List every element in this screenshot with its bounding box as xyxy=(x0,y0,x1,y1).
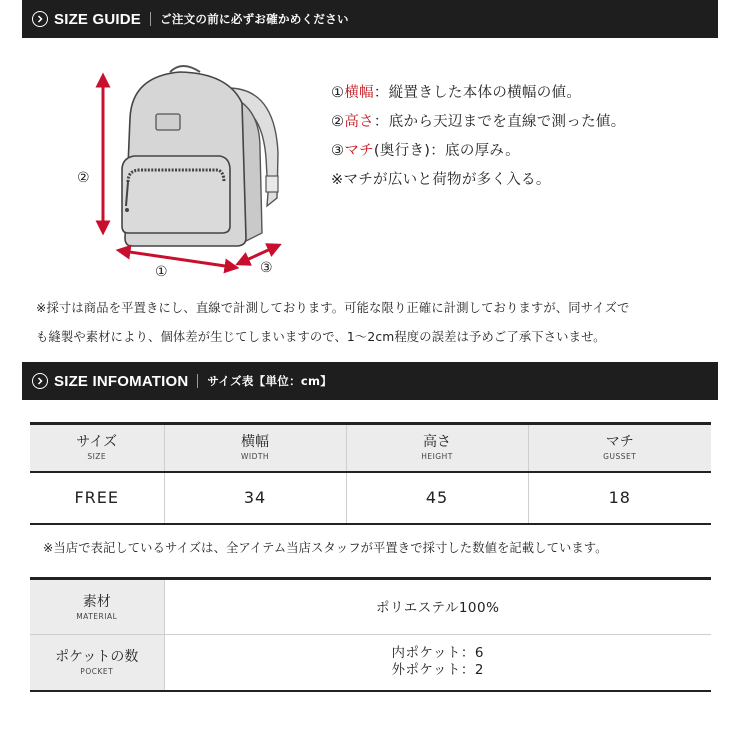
size-guide-title: SIZE GUIDE xyxy=(54,10,142,28)
pocket-label-cell: ポケットの数 POCKET xyxy=(30,635,164,691)
legend-width: ①横幅：縦置きした本体の横幅の値。 xyxy=(331,85,582,101)
size-guide-subtitle: ご注文の前に必ずお確かめください xyxy=(160,12,349,26)
legend-height: ②高さ：底から天辺までを直線で測った値。 xyxy=(331,114,626,130)
inner-pocket-count: 内ポケット：6 xyxy=(391,645,484,662)
size-guide-header-bar xyxy=(22,0,718,38)
diagram-label-width: ① xyxy=(155,264,168,280)
size-info-subtitle: サイズ表【単位：cm】 xyxy=(207,374,333,388)
size-table xyxy=(30,422,711,525)
cell-width-value: 34 xyxy=(164,472,346,524)
table-note: ※当店で表記しているサイズは、全アイテム当店スタッフが平置きで採寸した数値を記載しています。 xyxy=(43,541,608,555)
material-label-cell: 素材 MATERIAL xyxy=(30,579,164,635)
header-cell-size: サイズ SIZE xyxy=(30,424,164,472)
header-cell-gusset: マチ GUSSET xyxy=(528,424,711,472)
legend-term-width: 横幅 xyxy=(344,85,374,101)
material-table xyxy=(30,577,711,692)
legend-gusset-note: ※マチが広いと荷物が多く入る。 xyxy=(331,172,551,188)
header-separator xyxy=(150,12,151,26)
backpack-diagram xyxy=(70,58,310,288)
measurement-note-line1: ※採寸は商品を平置きにし、直線で計測しております。可能な限り正確に計測しておりますが、同サイズで xyxy=(36,301,630,315)
legend-gusset: ③マチ(奥行き)：底の厚み。 xyxy=(331,143,520,159)
diagram-label-height: ② xyxy=(77,170,90,186)
cell-height-value: 45 xyxy=(346,472,528,524)
table-row xyxy=(30,579,711,635)
header-cell-height: 高さ HEIGHT xyxy=(346,424,528,472)
header-separator xyxy=(197,374,198,388)
cell-gusset-value: 18 xyxy=(608,488,631,507)
width-arrow xyxy=(123,251,232,267)
header-cell-width: 横幅 WIDTH xyxy=(164,424,346,472)
chevron-right-circle-icon xyxy=(32,11,48,27)
cell-size-value: FREE xyxy=(30,472,164,524)
outer-pocket-count: 外ポケット：2 xyxy=(391,662,484,679)
pocket-value-cell xyxy=(164,635,711,691)
size-info-header-bar xyxy=(22,362,718,400)
legend-term-height: 高さ xyxy=(344,114,374,130)
table-row xyxy=(30,472,711,524)
chevron-right-circle-icon xyxy=(32,373,48,389)
measurement-note-line2: も縫製や素材により、個体差が生じてしまいますので、1〜2cm程度の誤差は予めご了承下さいませ。 xyxy=(36,330,606,344)
table-row xyxy=(30,635,711,691)
material-value-cell: ポリエステル100% xyxy=(164,579,711,635)
backpack-illustration xyxy=(122,66,278,246)
diagram-label-depth: ③ xyxy=(260,260,273,276)
size-table-header-row xyxy=(30,424,711,472)
size-info-title: SIZE INFOMATION xyxy=(54,372,189,390)
legend-term-gusset: マチ xyxy=(344,143,374,159)
